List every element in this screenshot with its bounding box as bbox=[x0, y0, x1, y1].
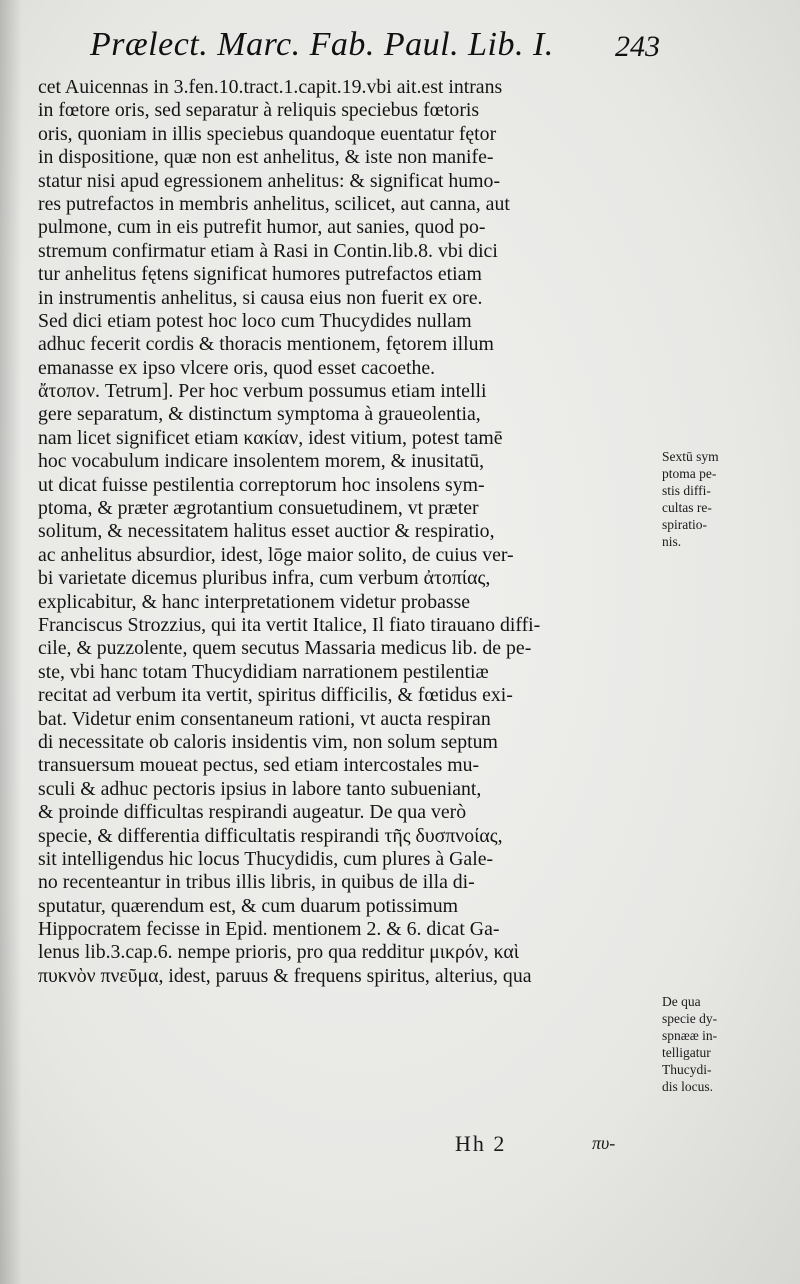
marginal-note-line: Thucydi- bbox=[662, 1062, 712, 1077]
marginal-note-line: ptoma pe- bbox=[662, 466, 717, 481]
text-line: cile, & puzzolente, quem secutus Massaria medicus lib. de pe- bbox=[38, 637, 532, 660]
text-line: in fœtore oris, sed separatur à reliquis speciebus fœtoris bbox=[38, 99, 480, 122]
text-line: stremum confirmatur etiam à Rasi in Contin.lib.8. vbi dici bbox=[38, 239, 498, 262]
text-line: di necessitate ob caloris insidentis vim, non solum septum bbox=[38, 730, 498, 753]
text-line: sculi & adhuc pectoris ipsius in labore tanto subueniant, bbox=[38, 777, 482, 800]
text-line: ste, vbi hanc totam Thucydidiam narrationem pestilentiæ bbox=[38, 660, 489, 683]
text-line: specie, & differentia difficultatis respirandi τῆς δυσπνοίας, bbox=[38, 824, 503, 847]
marginal-note-line: spiratio- bbox=[662, 517, 707, 532]
text-line: bi varietate dicemus pluribus infra, cum verbum ἀτοπίας, bbox=[38, 567, 491, 590]
text-line: no recenteantur in tribus illis libris, in quibus de illa di- bbox=[38, 871, 475, 894]
text-line: cet Auicennas in 3.fen.10.tract.1.capit.19.vbi ait.est intrans bbox=[38, 76, 503, 98]
marginal-note-line: stis diffi- bbox=[662, 483, 711, 498]
text-line: explicabitur, & hanc interpretationem videtur probasse bbox=[38, 590, 471, 613]
marginal-note-line: specie dy- bbox=[662, 1011, 718, 1026]
marginal-note-line: De qua bbox=[662, 994, 701, 1009]
marginal-note-line: spnææ in- bbox=[662, 1028, 718, 1043]
marginal-note-line: dis locus. bbox=[662, 1079, 714, 1094]
text-line: bat. Videtur enim consentaneum rationi, vt aucta respiran bbox=[38, 707, 491, 730]
text-line: nam licet significet etiam κακίαν, idest vitium, potest tamē bbox=[38, 426, 503, 449]
text-line: sputatur, quærendum est, & cum duarum potissimum bbox=[38, 894, 459, 917]
running-head: Prælect. Marc. Fab. Paul. Lib. I. bbox=[90, 26, 554, 63]
page-number: 243 bbox=[615, 30, 660, 63]
catchword: πυ- bbox=[592, 1133, 616, 1153]
text-line: Sed dici etiam potest hoc loco cum Thucydides nullam bbox=[38, 309, 472, 332]
marginal-note-line: telligatur bbox=[662, 1045, 711, 1060]
text-line: adhuc fecerit cordis & thoracis mentionem, fętorem illum bbox=[38, 333, 494, 356]
text-line: in instrumentis anhelitus, si causa eius non fuerit ex ore. bbox=[38, 286, 483, 309]
signature-mark: Hh 2 bbox=[455, 1131, 507, 1156]
text-line: gere separatum, & distinctum symptoma à graueolentia, bbox=[38, 403, 481, 426]
text-line: hoc vocabulum indicare insolentem morem, & inusitatū, bbox=[38, 450, 485, 473]
text-line: statur nisi apud egressionem anhelitus: & significat humo- bbox=[38, 169, 501, 192]
text-line: recitat ad verbum ita vertit, spiritus difficilis, & fœtidus exi- bbox=[38, 684, 513, 707]
main-text-block bbox=[38, 76, 663, 988]
text-line: transuersum moueat pectus, sed etiam intercostales mu- bbox=[38, 754, 480, 777]
text-line: emanasse ex ipso vlcere oris, quod esset cacoethe. bbox=[38, 356, 436, 379]
text-line: in dispositione, quæ non est anhelitus, & iste non manife- bbox=[38, 146, 494, 169]
text-line: ac anhelitus absurdior, idest, lōge maior solito, de cuius ver- bbox=[38, 543, 514, 566]
marginal-note-line: cultas re- bbox=[662, 500, 712, 515]
text-line: πυκνὸν πνεῦμα, idest, paruus & frequens spiritus, alterius, qua bbox=[38, 964, 532, 987]
text-line: pulmone, cum in eis putrefit humor, aut sanies, quod po- bbox=[38, 216, 486, 239]
page-header bbox=[90, 26, 660, 74]
marginal-note-line: Sextū sym bbox=[662, 449, 719, 464]
text-line: solitum, & necessitatem halitus esset auctior & respiratio, bbox=[38, 520, 495, 543]
marginal-note-sixth-symptom bbox=[662, 448, 792, 550]
text-line: ἄτοπον. Tetrum]. Per hoc verbum possumus etiam intelli bbox=[38, 380, 487, 403]
text-line: & proinde difficultas respirandi augeatur. De qua verò bbox=[38, 801, 467, 824]
binding-shadow bbox=[0, 0, 22, 1284]
text-line: ut dicat fuisse pestilentia correptorum hoc insolens sym- bbox=[38, 473, 485, 496]
text-line: oris, quoniam in illis speciebus quandoque euentatur fętor bbox=[38, 122, 497, 145]
text-line: sit intelligendus hic locus Thucydidis, cum plures à Gale- bbox=[38, 847, 494, 870]
page-footer bbox=[455, 1131, 655, 1159]
text-line: tur anhelitus fętens significat humores putrefactos etiam bbox=[38, 263, 482, 286]
marginal-note-line: nis. bbox=[662, 534, 682, 549]
text-line: lenus lib.3.cap.6. nempe prioris, pro qua redditur μικρόν, καὶ bbox=[38, 941, 520, 964]
marginal-note-dyspnoea-species bbox=[662, 993, 792, 1095]
text-line: ptoma, & præter ægrotantium consuetudinem, vt præter bbox=[38, 497, 479, 520]
text-line: Franciscus Strozzius, qui ita vertit Italice, Il fiato tirauano diffi- bbox=[38, 613, 541, 636]
text-line: res putrefactos in membris anhelitus, scilicet, aut canna, aut bbox=[38, 192, 510, 215]
text-line: Hippocratem fecisse in Epid. mentionem 2. & 6. dicat Ga- bbox=[38, 918, 500, 941]
